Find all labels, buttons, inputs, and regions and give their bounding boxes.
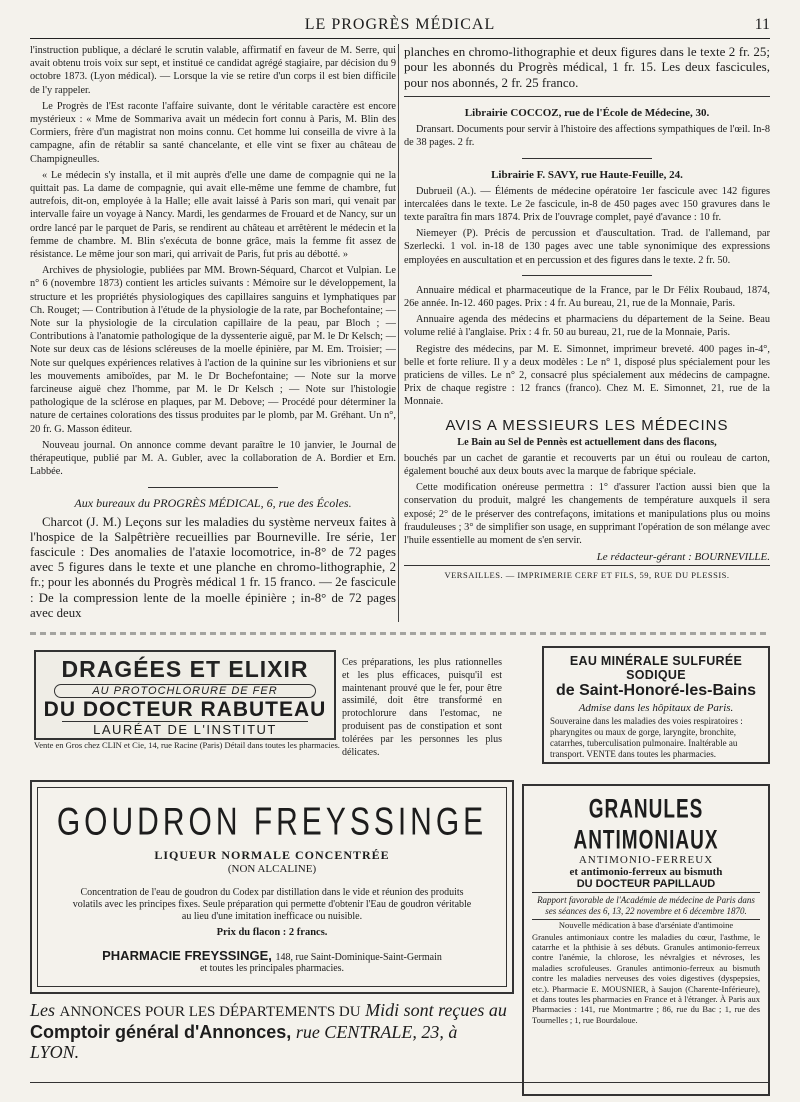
section-rule [404,565,770,566]
journal-title: LE PROGRÈS MÉDICAL [304,16,496,33]
section-rule [522,275,652,276]
avis-heading: AVIS A MESSIEURS LES MÉDECINS [445,416,729,434]
annonces-departements: ANNONCES POUR LES DÉPARTEMENTS DU [59,1004,361,1020]
section-rule [148,487,278,488]
paragraph-planches: planches en chromo-lithographie et deux figures dans le texte 2 fr. 25; pour les abonnés du Progrès médical, 1 fr. 15. Les deux fascicules, pour nos abonnés, 2 fr. 25 franco. [404,44,770,90]
dragees-description: Ces préparations, les plus rationnelles et les plus efficaces, puisqu'il est maintenant prouvé que le fer, pour être assimilé, doit être transformé en protochlorure dans l'estomac, ne produisent pas de constipation et sont tolérées par les personnes les plus délicates. [342,657,502,758]
paragraph-dransart: Dransart. Documents pour servir à l'histoire des affections sympathiques de l'œil. In-8 de 38 pages. 2 fr. [404,124,770,149]
goudron-subtitle: LIQUEUR NORMALE CONCENTRÉE [154,848,390,862]
dragees-title: DRAGÉES ET ELIXIR [61,656,309,682]
paragraph-annuaire-agenda: Annuaire agenda des médecins et pharmaciens du département de la Seine. Beau volume relié à l'anglaise. Prix : 4 fr. 50 au bureau, 21, rue de la Monnaie, Paris. [404,314,770,339]
librairie-coccoz-heading: Librairie COCCOZ, rue de l'École de Médecine, 30. [464,107,710,120]
paragraph-dubrueil: Dubrueil (A.). — Éléments de médecine opératoire 1er fascicule avec 142 figures intercalées dans le texte. Le 2e fascicule, in-8 de 450 pages avec 150 gravures dans le texte paraîtra fin mars 1874. Prix de l'ouvrage complet, payé d'avance : 10 fr. [404,185,770,224]
annonces-les: Les [30,1000,56,1020]
paragraph-charcot: Charcot (J. M.) Leçons sur les maladies du système nerveux faites à l'hospice de la Salpêtrière recueillies par Bourneville. Ire série, 1er fascicule : Des anomalies de l'ataxie locomotrice, in-8° de 72 pages avec 5 figures dans le texte et une planche en chromo-lithographie, 2 fr.; pour les abonnés du Progrès médical 1 fr. 15 franco. — 2e fascicule : De la compression lente de la moelle épinière ; in-8° de 72 pages avec deux [30,514,396,620]
paragraph-medecin: « Le médecin s'y installa, et il mit auprès d'elle une dame de compagnie qui ne la quittait pas. La dame de compagnie, qui avait elle-même une femme de chambre, fut autrefois, dit-on, employée à la Halle; elle avait laissé à Paris son mari, qui venait par intervalle faire un voyage à Nancy. Mardi, les gendarmes de Frouard et de Nancy, sur un ordre lancé par le parquet de Paris, se rendirent au château et arrêtèrent le médecin et la femme de chambre. M. Blin s'exécuta de bonne grâce, mais la femme fit assez de résistance. Le même jour son mari, qui arrivait de Paris, fut pris au débotté. » [30,169,396,261]
advertisement-separator [30,632,770,635]
granules-title: GRANULES ANTIMONIAUX [573,795,719,856]
granules-description: Granules antimoniaux contre les maladies du cœur, l'asthme, le catarrhe et la phthisie à ses débuts. Granules antimonio-ferreux contre l'anémie, la chlorose, les névralgies et névroses, les maladies scrofuleuses. Granules antimonio-ferreux au bismuth contre les maladies nerveuses des voies digestives (dyspepsies, etc.). Pharmacie E. MOUSNIER, à Saujon (Charente-Inférieure), et dans toutes les pharmacies en France et à l'étranger. À Paris aux Pharmacies : 141, rue Montmartre ; 86, rue du Bac ; 1, rue des Tournelles ; 1, rue Bourdaloue. [532,931,760,1025]
goudron-ad [30,780,514,994]
goudron-non-alcaline: (NON ALCALINE) [227,863,317,875]
eau-subtitle: Admise dans les hôpitaux de Paris. [578,702,734,714]
paragraph-modification: Cette modification onéreuse permettra : 1° d'assurer l'action aussi bien que la conservation du produit, malgré les changements de température auxquels il sera exposé; 2° de le préserver des contrefaçons, imitations et manipulations plus ou moins frauduleuses ; 3° de simplifier son usage, en supprimant l'opération de son mélange avec l'huile essentielle au moment de s'en servir. [404,482,770,547]
goudron-price: Prix du flacon : 2 francs. [216,927,328,938]
dragees-subtitle: AU PROTOCHLORURE DE FER [54,684,316,698]
annonces-address: rue CENTRALE, 23, à LYON. [30,1022,458,1062]
paragraph-nouveau-journal: Nouveau journal. On annonce comme devant paraître le 10 janvier, le Journal de thérapeutique, publié par M. A. Gubler, avec la collaboration de A. Bordier et Ern. Labbée. [30,439,396,478]
goudron-end: et toutes les principales pharmacies. [199,963,345,974]
eau-title: EAU MINÉRALE SULFURÉE SODIQUE [569,654,743,682]
eau-description: Souveraine dans les maladies des voies respiratoires : pharyngites ou maux de gorge, laryngite, bronchite, catarrhes, tuberculisation pulmonaire. Inaltérable au transport. VENTE dans toutes les pharmacies. [550,716,743,759]
eau-minerale-ad [542,646,770,764]
aux-bureaux-heading: Aux bureaux du PROGRÈS MÉDICAL, 6, rue des Écoles. [74,495,352,510]
librairie-savy-heading: Librairie F. SAVY, rue Haute-Feuille, 24. [491,168,683,181]
granules-ad [522,784,770,1096]
right-column [404,44,770,626]
column-divider [398,44,399,622]
granules-subtitle: ANTIMONIO-FERREUX [578,854,714,866]
annonces-midi: Midi sont reçues au [365,1000,507,1020]
imprint: VERSAILLES. — IMPRIMERIE CERF ET FILS, 59, RUE DU PLESSIS. [444,570,730,581]
dragees-banner [34,650,336,740]
dragees-ad [30,646,340,756]
bottom-rule [30,1082,770,1091]
signature: Le rédacteur-gérant : BOURNEVILLE. [596,551,770,564]
eau-location: de Saint-Honoré-les-Bains [555,682,757,699]
left-column [30,44,396,626]
granules-rapport: Rapport favorable de l'Académie de médecine de Paris dans ses séances des 6, 13, 22 novembre et 6 décembre 1870. [532,892,760,917]
paragraph-registre: Registre des médecins, par M. E. Simonnet, imprimeur breveté. 400 pages in-4°, belle et forte reliure. Il y a deux modèles : Le n° 1, disposé plus spécialement pour les praticiens de villes. Le n° 2, consacré plus spécialement aux médecins de campagne. Prix de chaque registre : 12 francs (franco). Chez M. E. Simonnet, 21, rue de la Monnaie. [404,343,770,408]
goudron-title: GOUDRON FREYSSINGE [56,800,488,844]
paragraph-annuaire: Annuaire médical et pharmaceutique de la France, par le Dr Félix Roubaud, 1874, 26e année. In-12. 460 pages. Prix : 4 fr. Au bureau, 21, rue de la Monnaie, Paris. [404,284,770,310]
goudron-pharmacy-name: PHARMACIE FREYSSINGE, [102,948,272,963]
granules-bismuth: et antimonio-ferreux au bismuth [569,866,723,878]
paragraph-archives: Archives de physiologie, publiées par MM. Brown-Séquard, Charcot et Vulpian. Le n° 6 (novembre 1873) contient les articles suivants : Mémoire sur le développement, la structure et les propriétés physiologiques des capillaires sanguins et lymphatiques par Ch. Rouget; — Contribution à l'étude de la physiologie de la rate, par Bochefontaine; — Note sur la physiologie de la circulation capillaire de la peau, par Bloch ; — Contributions à l'anatomie pathologique de la dyssenterie aiguë, par M. le Dr Kelsch; — Note sur deux cas de lésions scléreuses de la moelle épinière, par M. Em. Troisier; — Note sur quelques expériences relatives à l'action de la quinine sur les vibrioniens et sur les mouvements amiboïdes, par M. le Dr Bochefontaine; — Note sur la morve farcineuse aiguë chez l'homme, par M. le Dr Kelsch ; — Note sur l'histologie pathologique de la sclérose en plaques, par M. Debove; — Procédé pour déterminer la nature de certaines colorations des tissus produites par le plomb, par M. Gréhant. Un n°, 20 fr. G. Masson éditeur. [30,265,396,435]
goudron-address: 148, rue Saint-Dominique-Saint-Germain [275,952,442,963]
paragraph-niemeyer: Niemeyer (P). Précis de percussion et d'auscultation. Trad. de l'allemand, par Szerlecki. 1 vol. in-18 de 130 pages avec une table synonimique des expressions employées en auscultation et en percussion et des figures dans le texte. 2 fr. 50. [404,228,770,266]
goudron-inner-frame [37,787,507,987]
section-rule [522,158,652,159]
goudron-pharmacy [38,948,506,963]
avis-subheading: Le Bain au Sel de Pennès est actuellement dans des flacons, [457,436,717,448]
dragees-doctor: DU DOCTEUR RABUTEAU [43,698,327,721]
granules-nouvelle: Nouvelle médication à base d'arséniate d'antimoine [532,919,760,930]
paragraph-serre: l'instruction publique, a déclaré le scrutin valable, affirmatif en faveur de M. Serre, qui avait obtenu trois voix sur sept, et institué ce candidat agrégé stagiaire, par décision du 9 octobre 1873. (Lyon médical). — Lorsque la vie se retire d'un corps il est bien difficile de l'y rappeler. [30,45,396,96]
granules-doctor: DU DOCTEUR PAPILLAUD [576,878,716,890]
paragraph-bouches: bouchés par un cachet de garantie et recouverts par un étui ou rouleau de carton, également bouché aux deux bouts avec la marque de fabrique spéciale. [404,452,770,478]
paragraph-progres-est: Le Progrès de l'Est raconte l'affaire suivante, dont le véritable caractère est encore mystérieux : « Mme de Sommariva avait un médecin fort connu à Paris, M. Blin des Cormiers, frère d'un magistrat non moins connu. Cet homme lui conseilla de vivre à la campagne, afin de rétablir sa santé chancelante, et elle vint se fixer au château de Champigneulles. [30,100,396,165]
goudron-description: Concentration de l'eau de goudron du Codex par distillation dans le vide et réunion des produits volatils avec les principes fixes. Seule préparation qui permette d'obtenir l'Eau de goudron véritable au lieu d'une imitation inefficace ou nuisible. [72,887,472,922]
page-number: 11 [754,16,770,33]
annonces-notice [30,1000,510,1062]
annonces-comptoir: Comptoir général d'Annonces, [30,1022,292,1042]
section-rule [404,96,770,97]
page-header [30,14,770,39]
dragees-laureat: LAURÉAT DE L'INSTITUT [62,721,308,737]
dragees-vente: Vente en Gros chez CLIN et Cie, 14, rue Racine (Paris) Détail dans toutes les pharmacies. [34,740,340,750]
